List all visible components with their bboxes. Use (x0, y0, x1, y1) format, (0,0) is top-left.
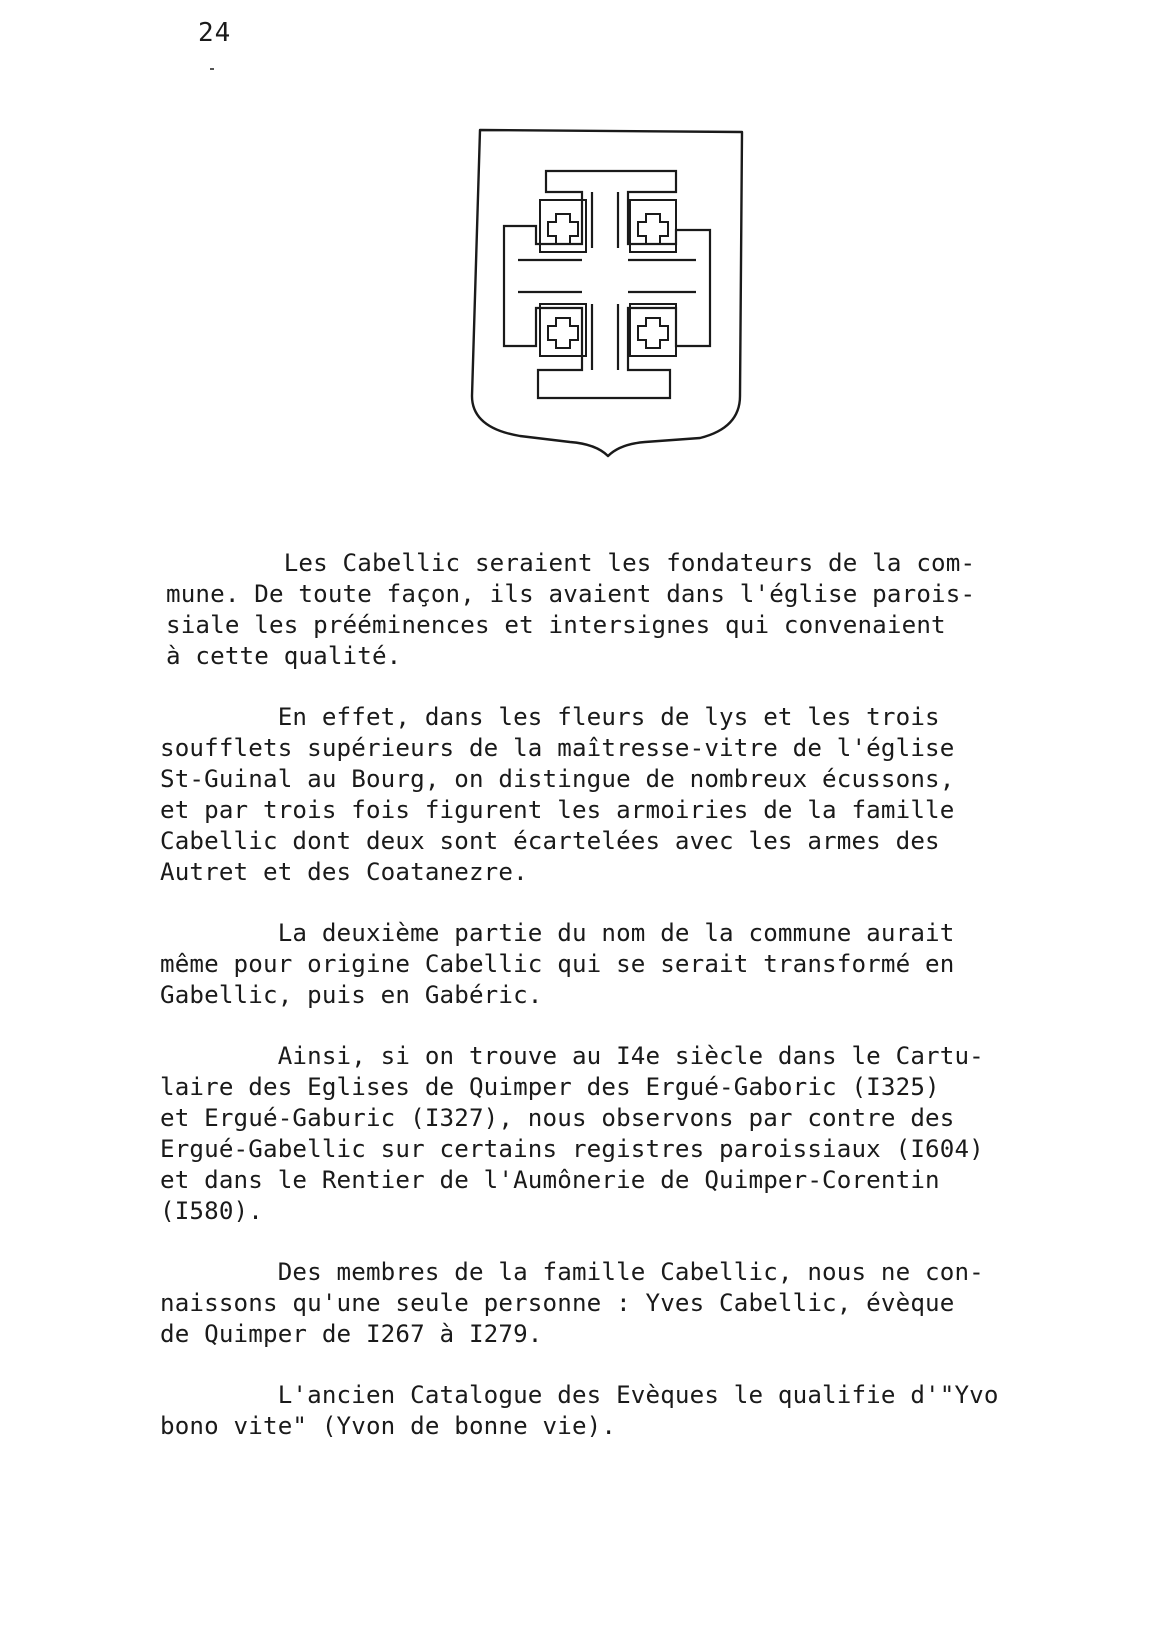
line: laire des Eglises de Quimper des Ergué-Gaboric (I325) (160, 1073, 940, 1101)
line: mune. De toute façon, ils avaient dans l'église parois- (166, 580, 976, 608)
line: L'ancien Catalogue des Evèques le qualifie d'"Yvo (160, 1381, 999, 1409)
line: et dans le Rentier de l'Aumônerie de Quimper-Corentin (160, 1166, 940, 1194)
paragraph-1 (166, 548, 1120, 672)
line: Autret et des Coatanezre. (160, 858, 528, 886)
line: à cette qualité. (166, 642, 402, 670)
page-number: 24 (198, 18, 232, 48)
line: En effet, dans les fleurs de lys et les trois (160, 703, 940, 731)
line: Ainsi, si on trouve au I4e siècle dans le Cartu- (160, 1042, 984, 1070)
line: (I580). (160, 1197, 263, 1225)
line: même pour origine Cabellic qui se serait transformé en (160, 950, 955, 978)
paragraph-4 (160, 1041, 1120, 1227)
line: naissons qu'une seule personne : Yves Cabellic, évèque (160, 1289, 955, 1317)
line: Des membres de la famille Cabellic, nous ne con- (160, 1258, 984, 1286)
paragraph-3 (160, 918, 1120, 1011)
scan-mark (210, 68, 214, 70)
line: Ergué-Gabellic sur certains registres paroissiaux (I604) (160, 1135, 984, 1163)
line: de Quimper de I267 à I279. (160, 1320, 543, 1348)
paragraph-2 (160, 702, 1120, 888)
line: St-Guinal au Bourg, on distingue de nombreux écussons, (160, 765, 955, 793)
paragraph-6 (160, 1380, 1120, 1442)
paragraph-5 (160, 1257, 1120, 1350)
line: soufflets supérieurs de la maîtresse-vitre de l'église (160, 734, 955, 762)
line: et Ergué-Gaburic (I327), nous observons par contre des (160, 1104, 955, 1132)
body-text (160, 548, 1120, 1472)
line: Cabellic dont deux sont écartelées avec les armes des (160, 827, 940, 855)
line: Les Cabellic seraient les fondateurs de la com- (166, 549, 976, 577)
line: siale les prééminences et intersignes qui convenaient (166, 611, 946, 639)
jerusalem-cross-coat-of-arms-icon (470, 128, 750, 468)
line: et par trois fois figurent les armoiries de la famille (160, 796, 955, 824)
line: bono vite" (Yvon de bonne vie). (160, 1412, 617, 1440)
line: La deuxième partie du nom de la commune aurait (160, 919, 955, 947)
line: Gabellic, puis en Gabéric. (160, 981, 543, 1009)
